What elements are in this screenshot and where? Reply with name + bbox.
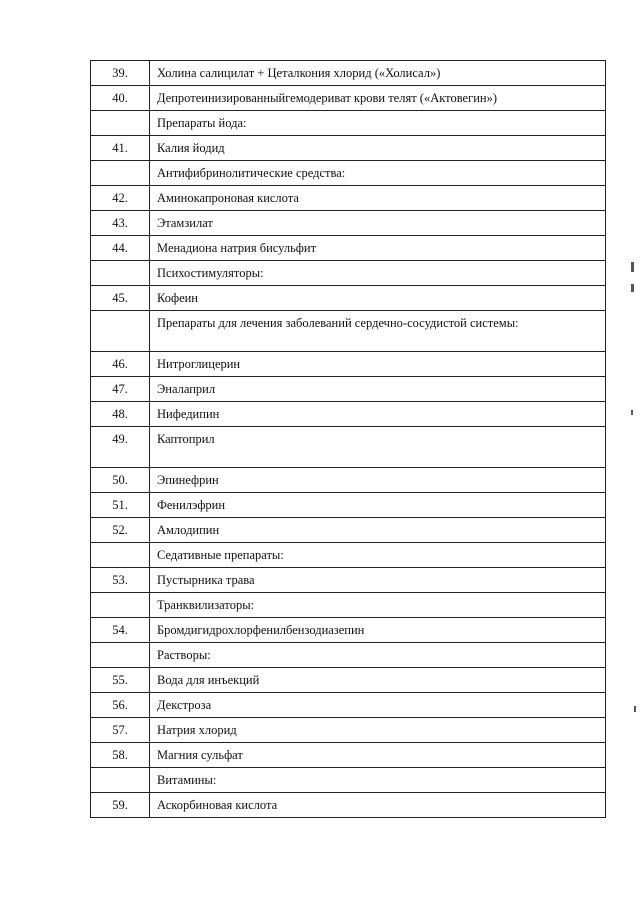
drug-name: Пустырника трава [157,573,255,587]
row-number: 40. [112,91,128,105]
row-number-cell [91,161,150,186]
category-label: Препараты для лечения заболеваний сердечно-сосудистой системы: [157,316,519,330]
row-number: 46. [112,357,128,371]
table-row [91,693,606,718]
drug-name-cell [150,111,606,136]
row-number: 42. [112,191,128,205]
row-number [91,768,149,774]
row-number-cell [91,186,150,211]
drug-name-cell [150,286,606,311]
table-row [91,211,606,236]
row-number-cell [91,768,150,793]
drug-name: Эналаприл [157,382,216,396]
row-number-cell [91,136,150,161]
row-number: 54. [112,623,128,637]
row-number [91,543,149,549]
scan-speck [631,410,633,415]
row-number: 58. [112,748,128,762]
row-number-cell [91,352,150,377]
row-number: 45. [112,291,128,305]
table-row [91,136,606,161]
row-number-cell [91,86,150,111]
drug-name: Декстроза [157,698,212,712]
drug-name-cell [150,618,606,643]
table-row [91,377,606,402]
row-number-cell [91,61,150,86]
row-number-cell [91,111,150,136]
scan-speck [634,706,636,712]
drug-name-cell [150,768,606,793]
category-row [91,543,606,568]
drug-name-cell [150,643,606,668]
category-row [91,111,606,136]
drug-name-cell [150,261,606,286]
row-number-cell [91,743,150,768]
row-number-cell [91,518,150,543]
drug-name-cell [150,86,606,111]
drug-name: Нифедипин [157,407,220,421]
row-number: 56. [112,698,128,712]
row-number-cell [91,793,150,818]
row-number-cell [91,668,150,693]
row-number-cell [91,402,150,427]
category-label: Витамины: [157,773,217,787]
drug-name: Калия йодид [157,141,225,155]
drug-name-cell [150,211,606,236]
row-number: 59. [112,798,128,812]
row-number [91,311,149,317]
drug-name-cell [150,161,606,186]
table-row [91,352,606,377]
row-number: 55. [112,673,128,687]
category-label: Психостимуляторы: [157,266,264,280]
row-number: 50. [112,473,128,487]
table-row [91,493,606,518]
drug-name-cell [150,493,606,518]
drug-name: Магния сульфат [157,748,243,762]
drug-name: Этамзилат [157,216,213,230]
drug-name-cell [150,352,606,377]
medication-table [90,60,606,818]
drug-name: Бромдигидрохлорфенилбензодиазепин [157,623,365,637]
drug-name-cell [150,743,606,768]
row-number: 49. [112,432,128,446]
row-number: 48. [112,407,128,421]
scan-speck [631,262,634,272]
row-number: 57. [112,723,128,737]
table-row [91,518,606,543]
drug-name-cell [150,136,606,161]
drug-name: Аминокапроновая кислота [157,191,299,205]
drug-name-cell [150,402,606,427]
drug-name: Фенилэфрин [157,498,226,512]
drug-name-cell [150,668,606,693]
drug-name: Вода для инъекций [157,673,260,687]
row-number [91,593,149,599]
drug-name: Эпинефрин [157,473,219,487]
table-row [91,236,606,261]
row-number-cell [91,286,150,311]
table-row [91,618,606,643]
drug-name-cell [150,468,606,493]
table-row [91,286,606,311]
drug-name: Каптоприл [157,432,215,446]
drug-name-cell [150,427,606,468]
row-number: 43. [112,216,128,230]
drug-name-cell [150,518,606,543]
category-row [91,161,606,186]
row-number: 52. [112,523,128,537]
drug-name-cell [150,568,606,593]
category-label: Препараты йода: [157,116,247,130]
medication-table-body [91,61,606,818]
row-number: 53. [112,573,128,587]
category-row [91,593,606,618]
row-number-cell [91,311,150,352]
drug-name: Менадиона натрия бисульфит [157,241,317,255]
drug-name-cell [150,593,606,618]
row-number-cell [91,211,150,236]
table-row [91,718,606,743]
category-row [91,768,606,793]
row-number [91,261,149,267]
row-number: 39. [112,66,128,80]
drug-name: Депротеинизированныйгемодериват крови телят («Актовегин») [157,91,497,105]
row-number-cell [91,236,150,261]
drug-name: Нитроглицерин [157,357,241,371]
row-number [91,111,149,117]
row-number-cell [91,593,150,618]
table-row [91,427,606,468]
scan-speck [631,284,634,292]
table-row [91,86,606,111]
category-row [91,311,606,352]
table-row [91,468,606,493]
drug-name-cell [150,377,606,402]
table-row [91,793,606,818]
row-number-cell [91,718,150,743]
row-number-cell [91,543,150,568]
table-row [91,568,606,593]
row-number-cell [91,568,150,593]
row-number: 41. [112,141,128,155]
row-number [91,161,149,167]
row-number-cell [91,618,150,643]
drug-name-cell [150,718,606,743]
row-number: 51. [112,498,128,512]
table-row [91,668,606,693]
category-label: Транквилизаторы: [157,598,255,612]
drug-name: Натрия хлорид [157,723,237,737]
drug-name: Холина салицилат + Цеталкония хлорид («Холисал») [157,66,441,80]
row-number-cell [91,493,150,518]
drug-name-cell [150,186,606,211]
row-number-cell [91,468,150,493]
drug-name: Амлодипин [157,523,220,537]
table-row [91,402,606,427]
drug-name-cell [150,543,606,568]
category-label: Растворы: [157,648,211,662]
category-label: Антифибринолитические средства: [157,166,346,180]
row-number [91,643,149,649]
drug-name-cell [150,693,606,718]
table-row [91,61,606,86]
row-number-cell [91,377,150,402]
row-number-cell [91,693,150,718]
row-number-cell [91,261,150,286]
row-number-cell [91,643,150,668]
drug-name: Аскорбиновая кислота [157,798,278,812]
table-row [91,186,606,211]
drug-name: Кофеин [157,291,198,305]
drug-name-cell [150,793,606,818]
drug-name-cell [150,61,606,86]
row-number: 44. [112,241,128,255]
row-number-cell [91,427,150,468]
drug-name-cell [150,236,606,261]
category-row [91,261,606,286]
table-row [91,743,606,768]
drug-name-cell [150,311,606,352]
row-number: 47. [112,382,128,396]
category-row [91,643,606,668]
category-label: Седативные препараты: [157,548,284,562]
